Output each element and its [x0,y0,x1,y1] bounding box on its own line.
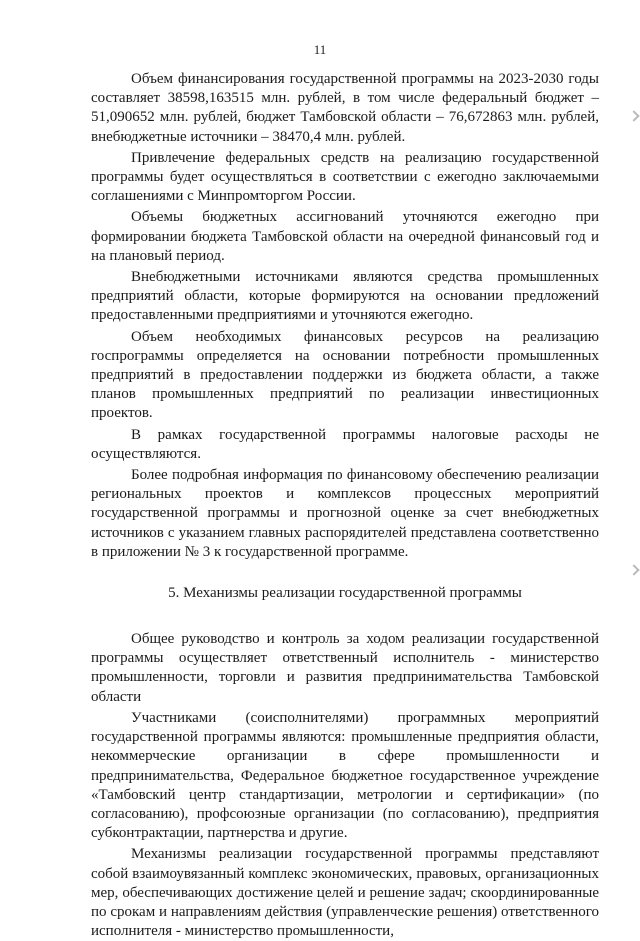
paragraph-financing-volume: Объем финансирования государственной программы на 2023-2030 годы составляет 38598,163515 млн. рублей, в том числе федеральный бюджет – 51,090652 млн. рублей, бюджет Тамбовской области – 76,672863 млн. рублей, внебюджетные источники – 38470,4 млн. рублей. [91,71,599,145]
paragraph-budget-allocations: Объемы бюджетных ассигнований уточняются ежегодно при формировании бюджета Тамбовской области на очередной финансовый год и на плановый период. [91,209,599,264]
paragraph-tax-expenses: В рамках государственной программы налоговые расходы не осуществляются. [91,426,599,462]
scan-margin-mark [628,564,639,575]
paragraph-extrabudgetary-sources: Внебюджетными источниками являются средства промышленных предприятий области, которые формируются на основании предложений предоставленными предприятиями и уточняются ежегодно. [91,269,599,324]
scan-margin-mark [628,110,639,121]
paragraph-mechanisms: Механизмы реализации государственной программы представляют собой взаимоувязанный комплекс экономических, правовых, организационных мер, обеспечивающих достижение целей и решение задач; скоординированные по срокам и направлениям действия (управленческие решения) ответственного исполнителя - министерство промышленности, [91,846,599,940]
section-heading: 5. Механизмы реализации государственной программы [168,585,522,602]
page-number: 11 [313,42,327,57]
paragraph-participants: Участниками (соисполнителями) программных мероприятий государственной программы являются: промышленные предприятия области, некоммерческие организации в сфере промышленности и предпринимательства, Федеральное бюджетное государственное учреждение «Тамбовский центр стандартизации, метрологии и сертификации» (по согласованию), профсоюзные организации (по согласованию), предприятия субконтрактации, партнерства и другие. [91,709,599,842]
paragraph-general-management: Общее руководство и контроль за ходом реализации государственной программы осуществляет ответственный исполнитель - министерство промышленности, торговли и развития предпринимательства Тамбовской области [91,631,599,705]
paragraph-detailed-information: Более подробная информация по финансовому обеспечению реализации региональных проектов и комплексов процессных мероприятий государственной программы и прогнозной оценке за счет внебюджетных источников с указанием главных распорядителей представлена соответственно в приложении № 3 к государственной программе. [91,467,599,560]
paragraph-required-resources: Объем необходимых финансовых ресурсов на реализацию госпрограммы определяется на основании потребности промышленных предприятий в предоставлении поддержки из бюджета области, а также планов промышленных предприятий по реализации инвестиционных проектов. [91,328,599,422]
paragraph-federal-funds: Привлечение федеральных средств на реализацию государственной программы будет осуществляться в соответствии с ежегодно заключаемыми соглашениями с Минпромторгом России. [91,149,599,205]
page-body [91,70,599,941]
